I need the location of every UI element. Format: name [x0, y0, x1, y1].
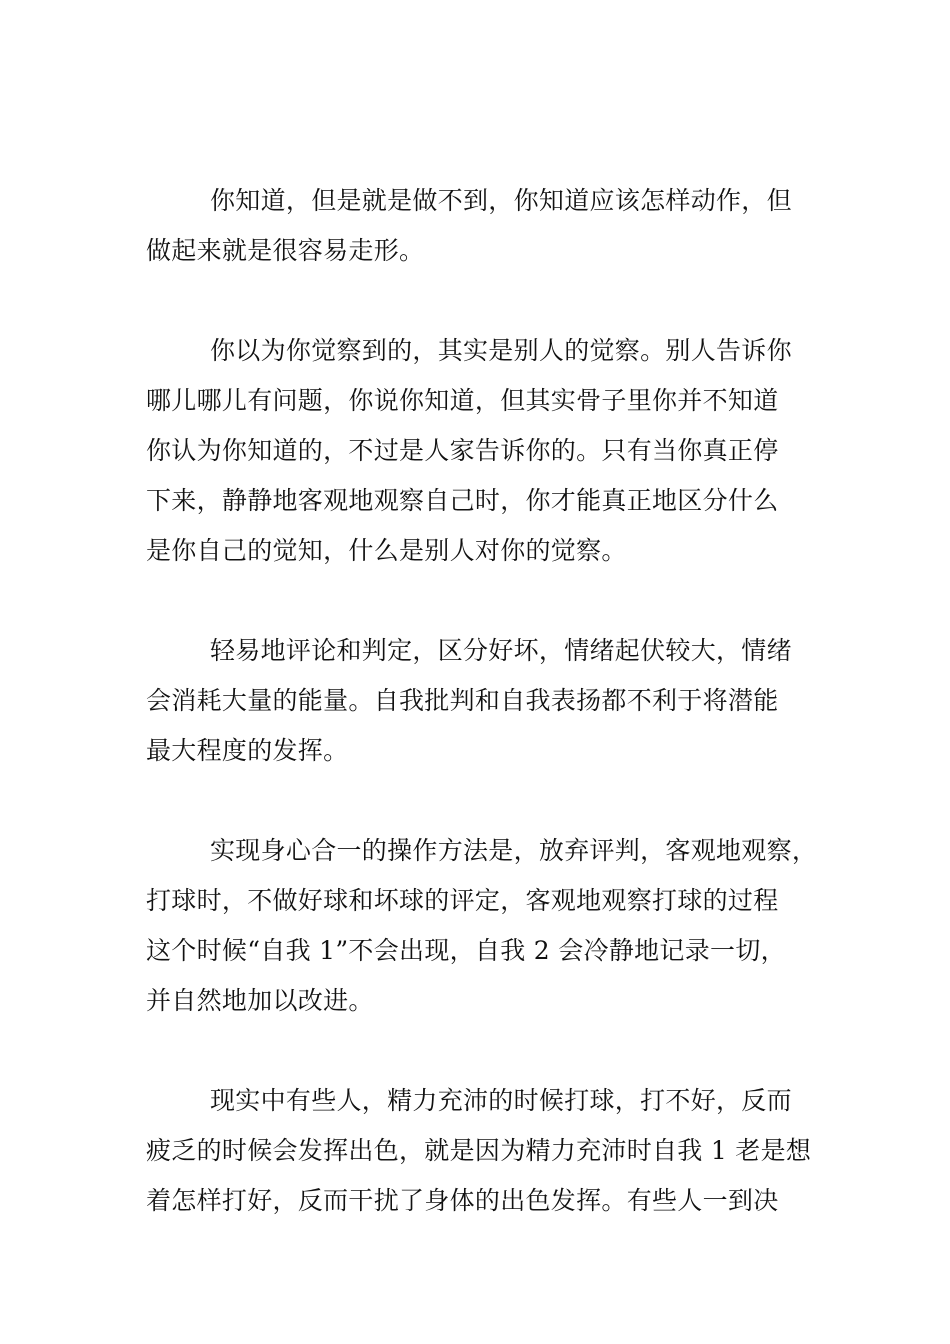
paragraph-line: 是你自己的觉知，什么是别人对你的觉察。 — [146, 536, 627, 565]
paragraph-line: 你认为你知道的，不过是人家告诉你的。只有当你真正停 — [146, 436, 779, 465]
paragraph-line: 着怎样打好，反而干扰了身体的出色发挥。有些人一到决 — [146, 1186, 779, 1215]
paragraph-line: 实现身心合一的操作方法是，放弃评判，客观地观察， — [210, 836, 818, 865]
paragraph-line: 现实中有些人，精力充沛的时候打球，打不好，反而 — [210, 1086, 792, 1115]
paragraph-line: 最大程度的发挥。 — [146, 736, 349, 765]
paragraph-line: 你知道，但是就是做不到，你知道应该怎样动作，但 — [210, 186, 792, 215]
paragraph-4 — [146, 826, 818, 1026]
paragraph-5 — [146, 1076, 810, 1226]
paragraph-line: 这个时候“自我 1”不会出现，自我 2 会冷静地记录一切， — [146, 936, 786, 965]
paragraph-line: 打球时，不做好球和坏球的评定，客观地观察打球的过程 — [146, 886, 779, 915]
paragraph-line: 下来，静静地客观地观察自己时，你才能真正地区分什么 — [146, 486, 779, 515]
paragraph-1 — [146, 176, 810, 276]
paragraph-line: 轻易地评论和判定，区分好坏，情绪起伏较大，情绪 — [210, 636, 792, 665]
paragraph-line: 你以为你觉察到的，其实是别人的觉察。别人告诉你 — [210, 336, 792, 365]
paragraph-line: 疲乏的时候会发挥出色，就是因为精力充沛时自我 1 老是想 — [146, 1136, 812, 1165]
paragraph-3 — [146, 626, 810, 776]
paragraph-line: 哪儿哪儿有问题，你说你知道，但其实骨子里你并不知道 — [146, 386, 779, 415]
document-body — [146, 176, 818, 1276]
paragraph-line: 并自然地加以改进。 — [146, 986, 374, 1015]
paragraph-line: 会消耗大量的能量。自我批判和自我表扬都不利于将潜能 — [146, 686, 779, 715]
paragraph-2 — [146, 326, 810, 576]
paragraph-line: 做起来就是很容易走形。 — [146, 236, 425, 265]
